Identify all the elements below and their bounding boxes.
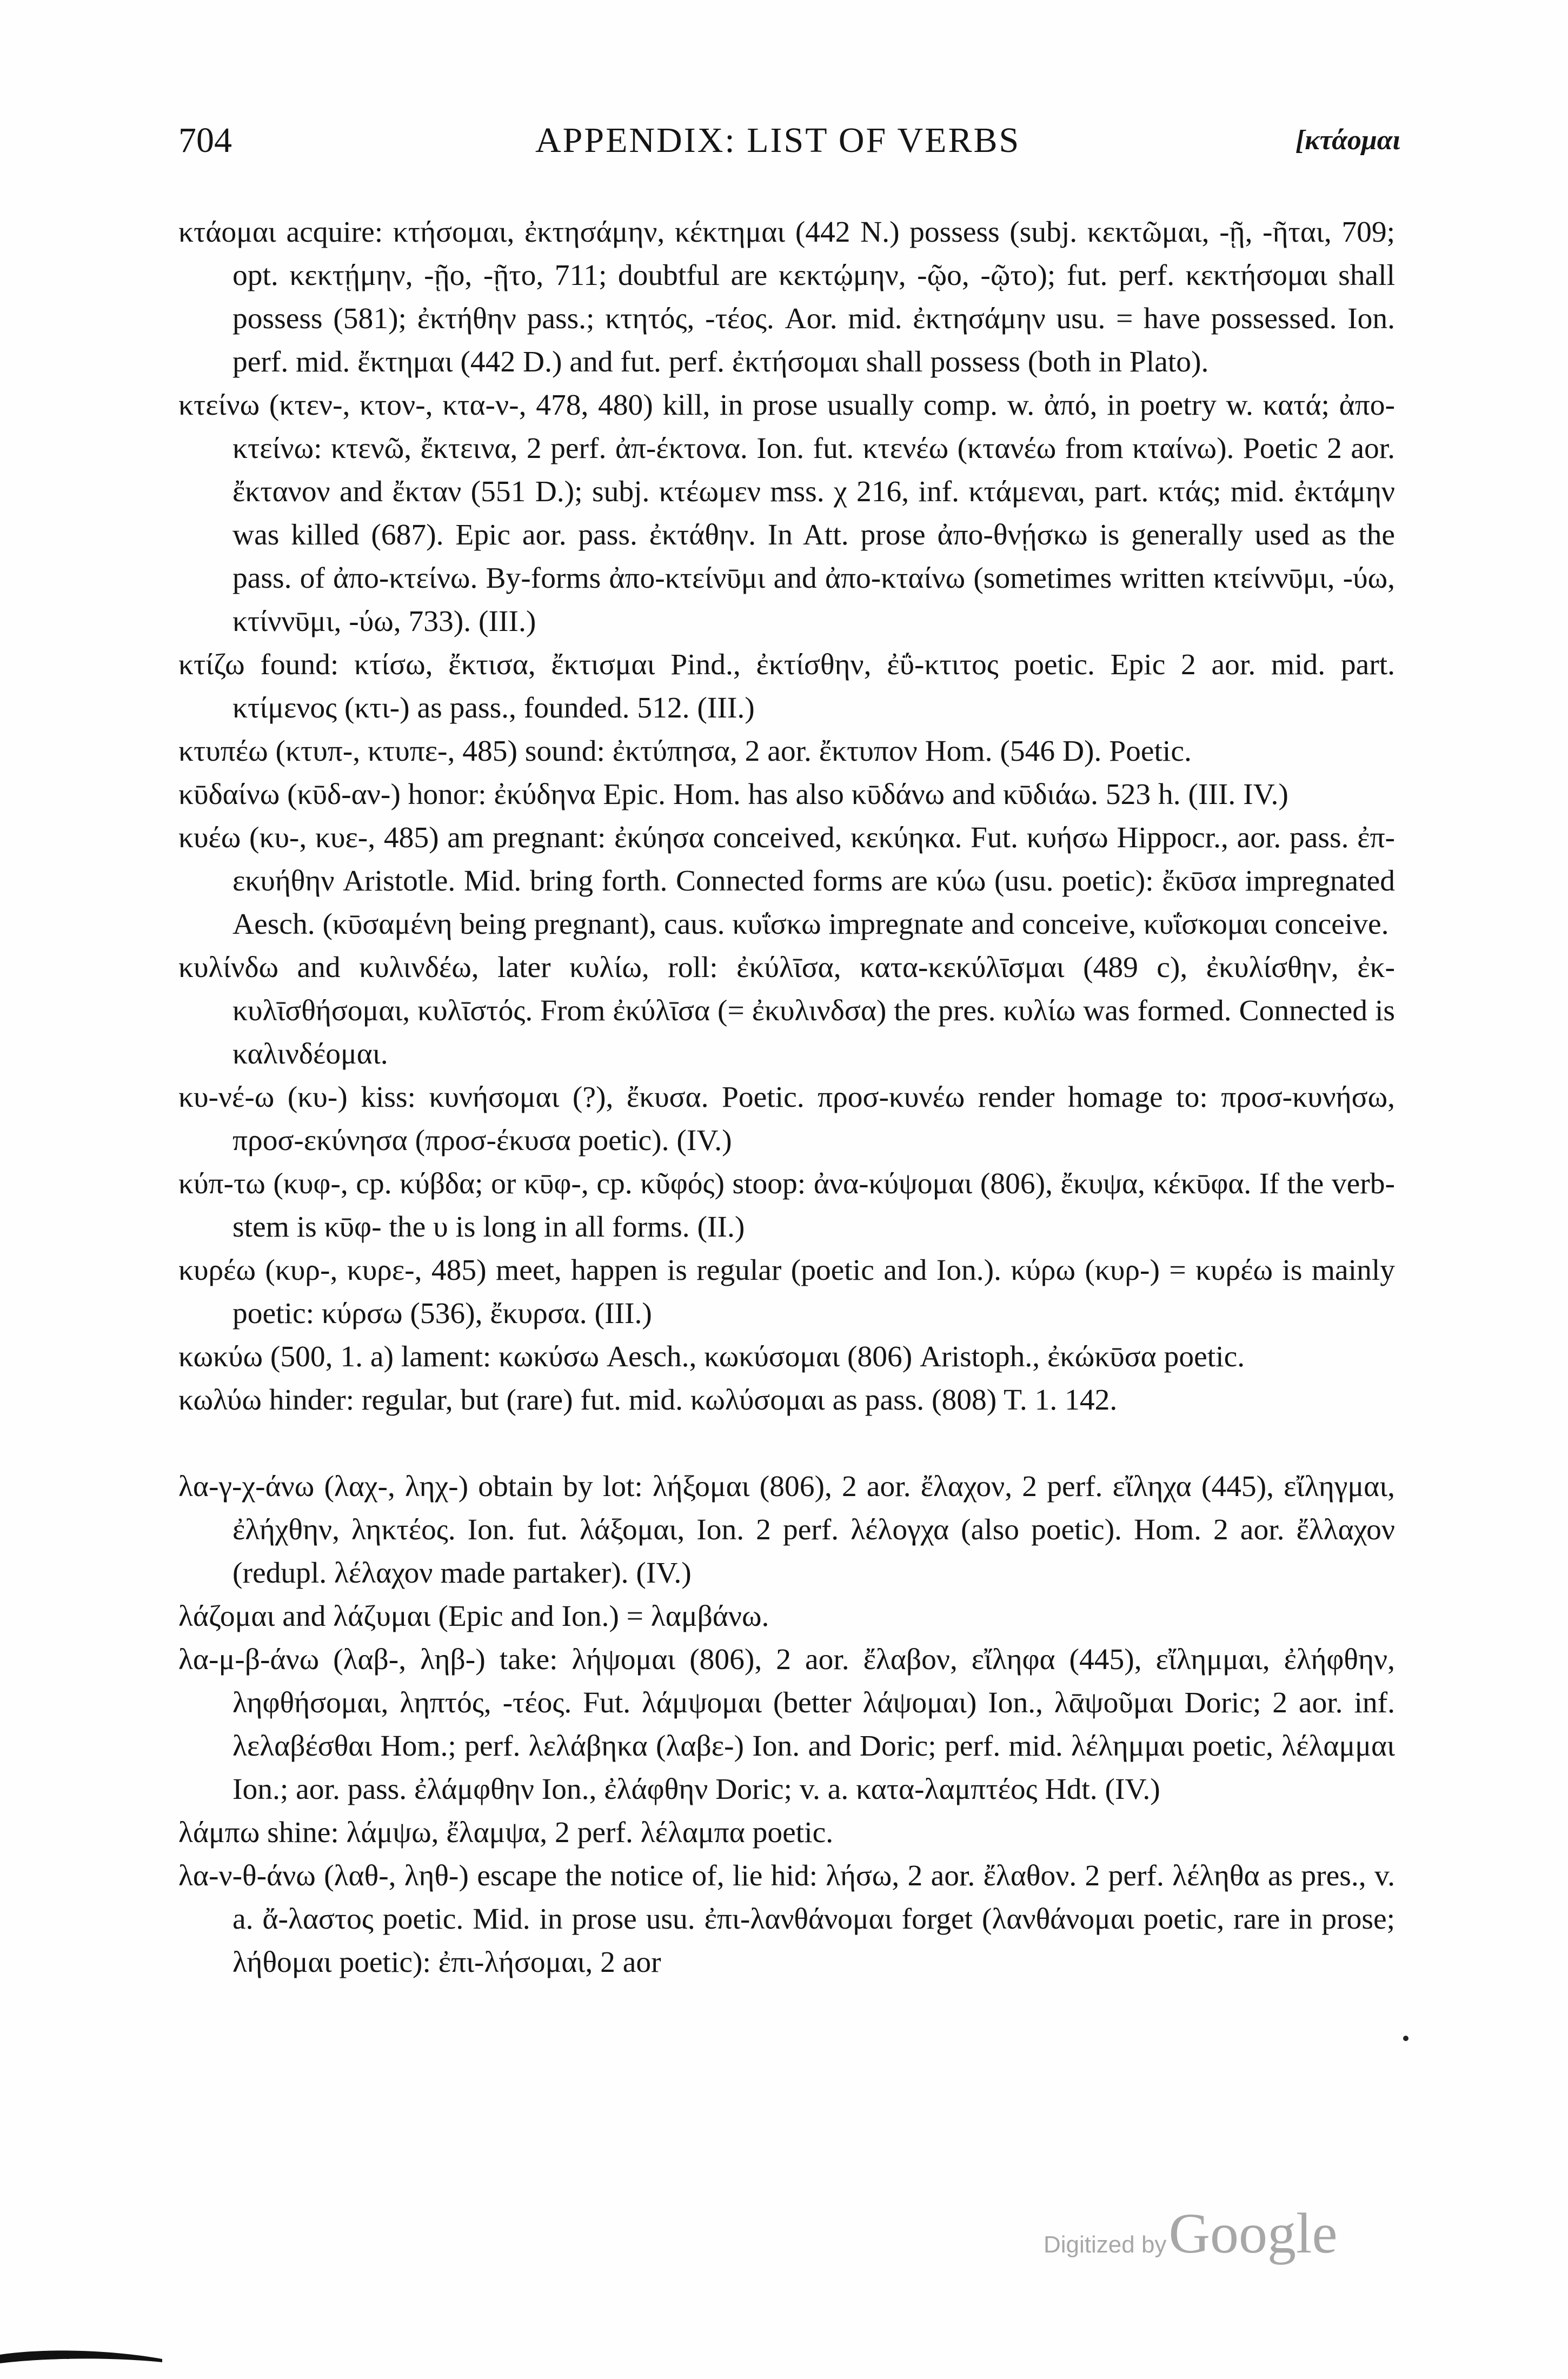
ink-speck <box>1403 2036 1408 2041</box>
verb-entry: κτείνω (κτεν-, κτον-, κτα-ν-, 478, 480) kill, in prose usually comp. w. ἀπό, in poetry w. κατά; ἀπο-κτείνω: κτενῶ, ἔκτεινα, 2 perf. ἀπ-έκτονα. Ion. fut. κτενέω (κτανέω from κταίνω). Poetic 2 aor. ἔκτανον and ἔκταν (551 D.); subj. κτέωμεν mss. χ 216, inf. κτάμεναι, part. κτάς; mid. ἐκτάμην was killed (687). Epic aor. pass. ἐκτάθην. In Att. prose ἀπο-θνῄσκω is generally used as the pass. of ἀπο-κτείνω. By-forms ἀπο-κτείνῡμι and ἀπο-κταίνω (sometimes written κτείννῡμι, -ύω, κτίννῡμι, -ύω, 733). (III.) <box>178 389 1395 638</box>
page-header <box>178 116 1400 165</box>
verb-entry: λα-μ-β-άνω (λαβ-, ληβ-) take: λήψομαι (806), 2 aor. ἔλαβον, εἴληφα (445), εἴλημμαι, ἐλήφθην, ληφθήσομαι, ληπτός, -τέος. Fut. λάμψομαι (better λάψομαι) Ion., λᾱψοῦμαι Doric; 2 aor. inf. λελαβέσθαι Hom.; perf. λελάβηκα (λαβε-) Ion. and Doric; perf. mid. λέλημμαι poetic, λέλαμμαι Ion.; aor. pass. ἐλάμφθην Ion., ἐλάφθην Doric; v. a. κατα-λαμπτέος Hdt. (IV.) <box>178 1643 1395 1806</box>
running-title: APPENDIX: LIST OF VERBS <box>535 121 1021 160</box>
verb-entry: λα-γ-χ-άνω (λαχ-, ληχ-) obtain by lot: λήξομαι (806), 2 aor. ἔλαχον, 2 perf. εἴληχα (445), εἴληγμαι, ἐλήχθην, ληκτέος. Ion. fut. λάξομαι, Ion. 2 perf. λέλογχα (also poetic). Hom. 2 aor. ἔλλαχον (redupl. λέλαχον made partaker). (IV.) <box>178 1470 1395 1590</box>
verb-entry: κωκύω (500, 1. a) lament: κωκύσω Aesch., κωκύσομαι (806) Aristoph., ἐκώκῡσα poetic. <box>178 1340 1245 1373</box>
verb-entry: κυλίνδω and κυλινδέω, later κυλίω, roll: ἐκύλῑσα, κατα-κεκύλῑσμαι (489 c), ἐκυλίσθην, ἐκ-κυλῑσθήσομαι, κυλῑστός. From ἐκύλῑσα (= ἐκυλινδσα) the pres. κυλίω was formed. Connected is καλινδέομαι. <box>178 951 1395 1071</box>
verb-entry: λάμπω shine: λάμψω, ἔλαμψα, 2 perf. λέλαμπα poetic. <box>178 1816 834 1849</box>
running-entry: [κτάομαι <box>1295 125 1400 156</box>
verb-entry: κυέω (κυ-, κυε-, 485) am pregnant: ἐκύησα conceived, κεκύηκα. Fut. κυήσω Hippocr., aor. pass. ἐπ-εκυήθην Aristotle. Mid. bring forth. Connected forms are κύω (usu. poetic): ἔκῡσα impregnated Aesch. (κῡσαμένη being pregnant), caus. κυΐσκω impregnate and conceive, κυΐσκομαι conceive. <box>178 821 1395 941</box>
digitization-watermark <box>1044 2201 1338 2267</box>
verb-entry: κτάομαι acquire: κτήσομαι, ἐκτησάμην, κέκτημαι (442 N.) possess (subj. κεκτῶμαι, -ῇ, -ῆται, 709; opt. κεκτῄμην, -ῇο, -ῇτο, 711; doubtful are κεκτῴμην, -ῷο, -ῷτο); fut. perf. κεκτήσομαι shall possess (581); ἐκτήθην pass.; κτητός, -τέος. Aor. mid. ἐκτησάμην usu. = have possessed. Ion. perf. mid. ἔκτημαι (442 D.) and fut. perf. ἐκτήσομαι shall possess (both in Plato). <box>178 216 1395 378</box>
verb-entry: κυρέω (κυρ-, κυρε-, 485) meet, happen is regular (poetic and Ion.). κύρω (κυρ-) = κυρέω is mainly poetic: κύρσω (536), ἔκυρσα. (III.) <box>178 1254 1395 1330</box>
verb-list <box>178 211 1395 1984</box>
google-logo: Google <box>1168 2202 1338 2265</box>
verb-entry: κυ-νέ-ω (κυ-) kiss: κυνήσομαι (?), ἔκυσα. Poetic. προσ-κυνέω render homage to: προσ-κυνήσω, προσ-εκύνησα (προσ-έκυσα poetic). (IV.) <box>178 1081 1395 1157</box>
page-number: 704 <box>178 121 232 160</box>
verb-entry: κωλύω hinder: regular, but (rare) fut. mid. κωλύσομαι as pass. (808) T. 1. 142. <box>178 1384 1118 1417</box>
verb-entry: κτυπέω (κτυπ-, κτυπε-, 485) sound: ἐκτύπησα, 2 aor. ἔκτυπον Hom. (546 D). Poetic. <box>178 735 1192 768</box>
scan-edge-mark <box>0 2338 162 2368</box>
watermark-prefix: Digitized by <box>1044 2231 1167 2258</box>
verb-entry: κύπ-τω (κυφ-, cp. κύβδα; or κῡφ-, cp. κῦφός) stoop: ἀνα-κύψομαι (806), ἔκυψα, κέκῡφα. If the verb-stem is κῡφ- the υ is long in all forms. (II.) <box>178 1167 1395 1244</box>
verb-entry: λάζομαι and λάζυμαι (Epic and Ion.) = λαμβάνω. <box>178 1600 769 1633</box>
verb-entry: λα-ν-θ-άνω (λαθ-, ληθ-) escape the notice of, lie hid: λήσω, 2 aor. ἔλαθον. 2 perf. λέληθα as pres., v. a. ἄ-λαστος poetic. Mid. in prose usu. ἐπι-λανθάνομαι forget (λανθάνομαι poetic, rare in prose; λήθομαι poetic): ἐπι-λήσομαι, 2 aor <box>178 1859 1395 1979</box>
verb-entry: κτίζω found: κτίσω, ἔκτισα, ἔκτισμαι Pind., ἐκτίσθην, ἐΰ-κτιτος poetic. Epic 2 aor. mid. part. κτίμενος (κτι-) as pass., founded. 512. (III.) <box>178 648 1395 725</box>
verb-entry: κῡδαίνω (κῡδ-αν-) honor: ἐκύδηνα Epic. Hom. has also κῡδάνω and κῡδιάω. 523 h. (III. IV.) <box>178 778 1288 811</box>
